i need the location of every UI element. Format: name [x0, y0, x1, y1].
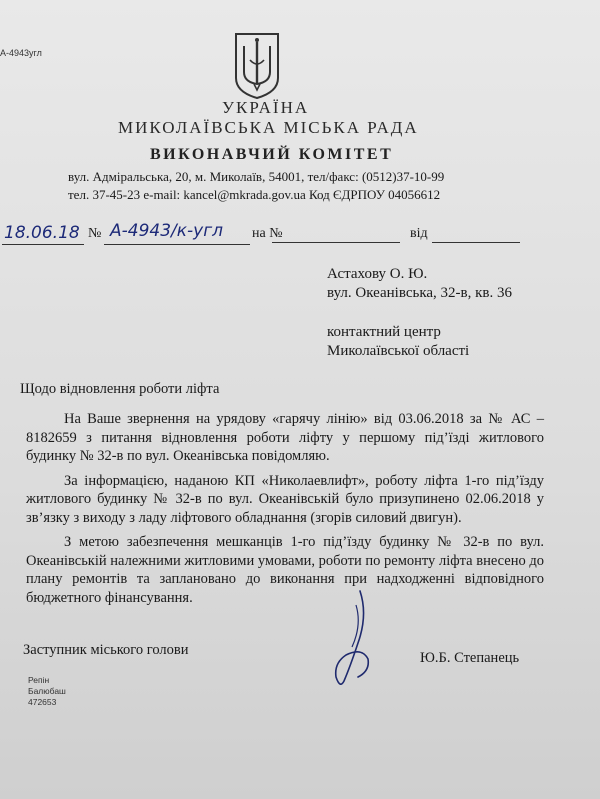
paragraph: За інформацією, наданою КП «Николаевлифт», роботу ліфта 1-го під’їзду житлового будинку № 32-в по вул. Океанівській було призупинено 02.06.2018 у зв’язку з виходу з ладу ліфтового обладнання (згорів силовий двигун).: [26, 472, 544, 526]
corner-reference: А-4943угл: [0, 48, 42, 58]
addressee-address: вул. Океанівська, 32-в, кв. 36: [327, 285, 512, 301]
paragraph: На Ваше звернення на урядову «гарячу лінію» від 03.06.2018 за № АС – 8182659 з питання відновлення роботи ліфту у першому під’їзді житлового будинку № 32-в по вул. Океанівська повідомляю.: [26, 411, 544, 464]
from-label: від: [410, 226, 428, 241]
executor-name-2: Балюбаш: [28, 686, 66, 696]
registration-date: 18.06.18: [4, 223, 80, 243]
registration-number: А-4943/к-угл: [110, 221, 224, 241]
addressee-name: Астахову О. Ю.: [327, 266, 428, 282]
number-sign: №: [88, 226, 102, 241]
signatory-title: Заступник міського голови: [23, 642, 189, 658]
executor-phone: 472653: [28, 697, 57, 707]
addressee-org: контактний центр: [327, 324, 441, 340]
committee-heading: ВИКОНАВЧИЙ КОМІТЕТ: [150, 146, 394, 163]
trident-coat-of-arms-icon: [232, 30, 282, 100]
paragraph: З метою забезпечення мешканців 1-го під’їзду будинку № 32-в по вул. Океанівській належними житловими умовами, роботи по ремонту ліфта внесено до плану ремонтів та заплановано до виконання при надходженні відповідного бюджетного фінансування.: [26, 534, 544, 606]
addressee-region: Миколаївської області: [327, 343, 470, 359]
to-number-label: на №: [252, 226, 283, 241]
executor-name: Репін: [28, 675, 50, 685]
subject-line: Щодо відновлення роботи ліфта: [20, 381, 220, 397]
country-heading: УКРАЇНА: [222, 98, 310, 117]
signatory-name: Ю.Б. Степанець: [420, 650, 520, 666]
registration-row: [0, 223, 600, 247]
address-line-2: тел. 37-45-23 e-mail: kancel@mkrada.gov.ua Код ЄДРПОУ 04056612: [68, 187, 441, 202]
address-line-1: вул. Адміральська, 20, м. Миколаїв, 54001, тел/факс: (0512)37-10-99: [68, 169, 445, 184]
letter-body: [26, 410, 544, 613]
council-heading: МИКОЛАЇВСЬКА МІСЬКА РАДА: [118, 118, 419, 137]
handwritten-signature: [322, 585, 382, 690]
